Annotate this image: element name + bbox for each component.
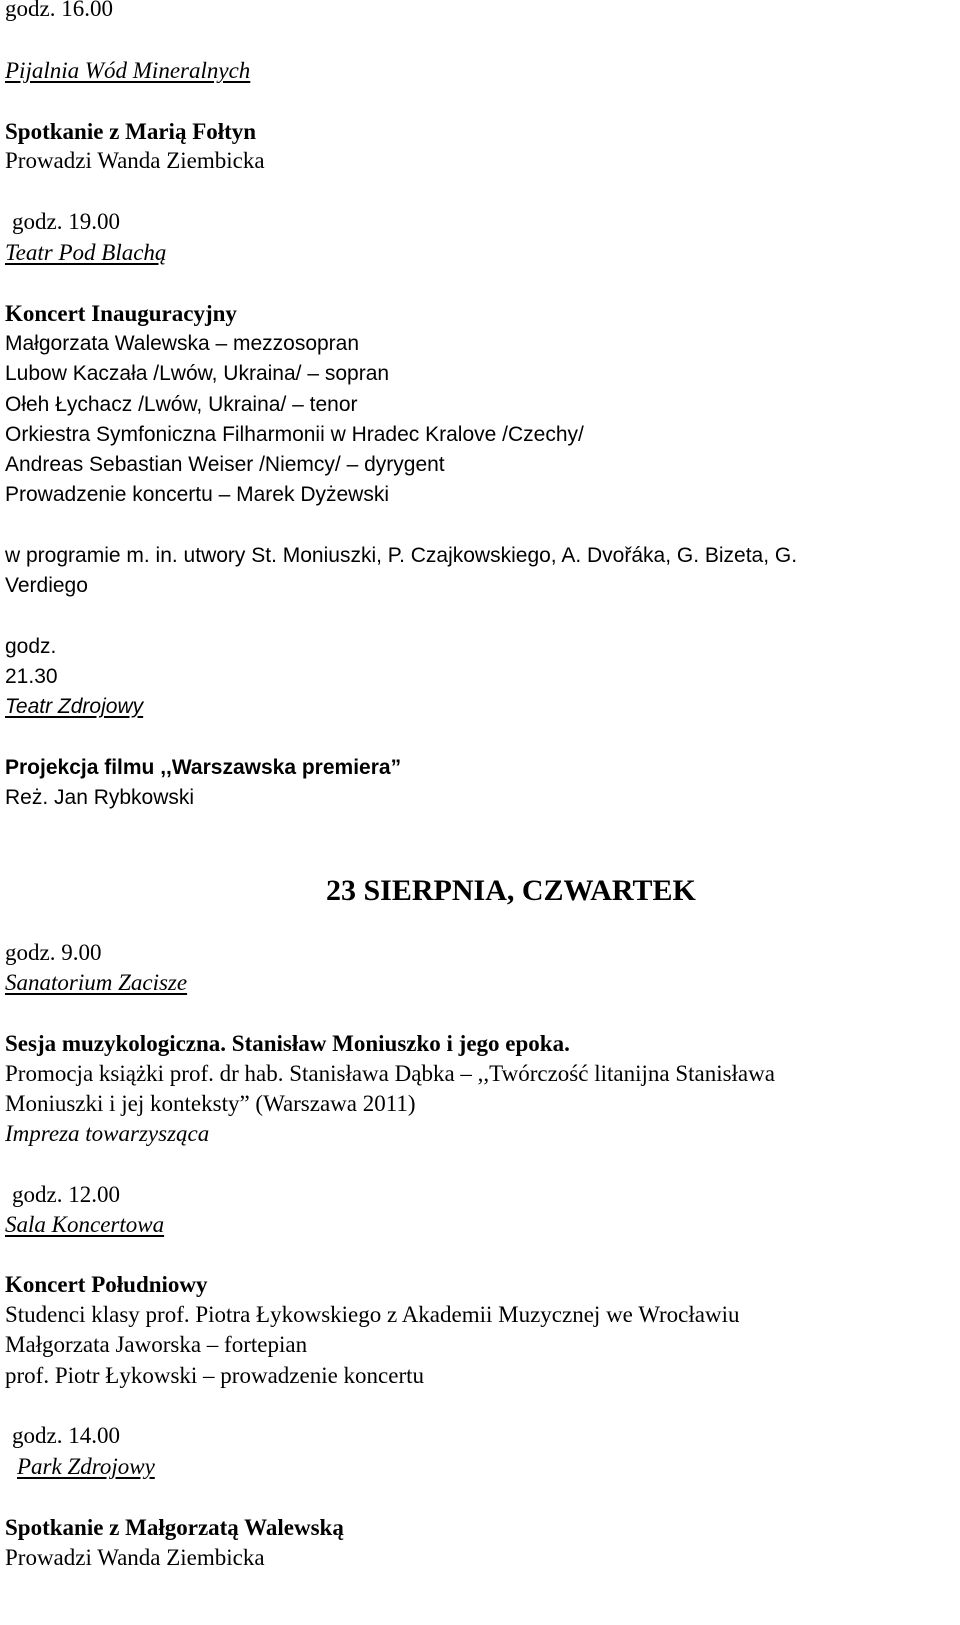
event-host: Prowadzi Wanda Ziembicka xyxy=(5,1545,265,1570)
event-host: Prowadzi Wanda Ziembicka xyxy=(5,148,265,173)
event-title: Spotkanie z Małgorzatą Walewską xyxy=(5,1515,344,1540)
event-venue: Teatr Zdrojowy xyxy=(5,695,144,718)
performer-line: Małgorzata Walewska – mezzosopran xyxy=(5,332,360,355)
event-time: godz. 16.00 xyxy=(5,0,113,21)
event-title: Sesja muzykologiczna. Stanisław Moniuszko i jego epoka. xyxy=(5,1031,570,1056)
event-venue: Sanatorium Zacisze xyxy=(5,970,188,995)
performer-line: Ołeh Łychacz /Lwów, Ukraina/ – tenor xyxy=(5,393,358,416)
event-description: Promocja książki prof. dr hab. Stanisława Dąbka – ,,Twórczość litanijna Stanisława xyxy=(5,1061,775,1086)
event-venue: Teatr Pod Blachą xyxy=(5,240,167,265)
event-venue: Pijalnia Wód Mineralnych xyxy=(5,58,251,83)
event-note: Impreza towarzysząca xyxy=(5,1121,210,1146)
event-director: Reż. Jan Rybkowski xyxy=(5,786,195,809)
performer-line: Andreas Sebastian Weiser /Niemcy/ – dyrygent xyxy=(5,453,445,476)
event-title: Koncert Inauguracyjny xyxy=(5,301,237,326)
event-venue: Sala Koncertowa xyxy=(5,1212,165,1237)
event-time: godz. xyxy=(5,635,57,658)
event-description: Studenci klasy prof. Piotra Łykowskiego z Akademii Muzycznej we Wrocławiu xyxy=(5,1302,740,1327)
event-time: 21.30 xyxy=(5,665,58,688)
performer-line: Lubow Kaczała /Lwów, Ukraina/ – sopran xyxy=(5,362,390,385)
event-time: godz. 14.00 xyxy=(12,1423,120,1448)
event-time: godz. 9.00 xyxy=(5,940,102,965)
performer-line: Orkiestra Symfoniczna Filharmonii w Hradec Kralove /Czechy/ xyxy=(5,423,584,446)
event-title: Projekcja filmu ,,Warszawska premiera” xyxy=(5,756,402,779)
performer-line: Prowadzenie koncertu – Marek Dyżewski xyxy=(5,483,389,506)
event-time: godz. 12.00 xyxy=(12,1182,120,1207)
event-description: Moniuszki i jej konteksty” (Warszawa 2011) xyxy=(5,1091,416,1116)
program-text: w programie m. in. utwory St. Moniuszki, P. Czajkowskiego, A. Dvořáka, G. Bizeta, G. xyxy=(5,544,798,567)
event-description: prof. Piotr Łykowski – prowadzenie koncertu xyxy=(5,1363,425,1388)
event-title: Koncert Południowy xyxy=(5,1272,208,1297)
event-description: Małgorzata Jaworska – fortepian xyxy=(5,1332,308,1357)
day-heading: 23 SIERPNIA, CZWARTEK xyxy=(326,874,696,907)
program-text: Verdiego xyxy=(5,574,88,597)
event-time: godz. 19.00 xyxy=(12,209,120,234)
event-venue: Park Zdrojowy xyxy=(17,1454,155,1479)
event-title: Spotkanie z Marią Fołtyn xyxy=(5,119,257,144)
